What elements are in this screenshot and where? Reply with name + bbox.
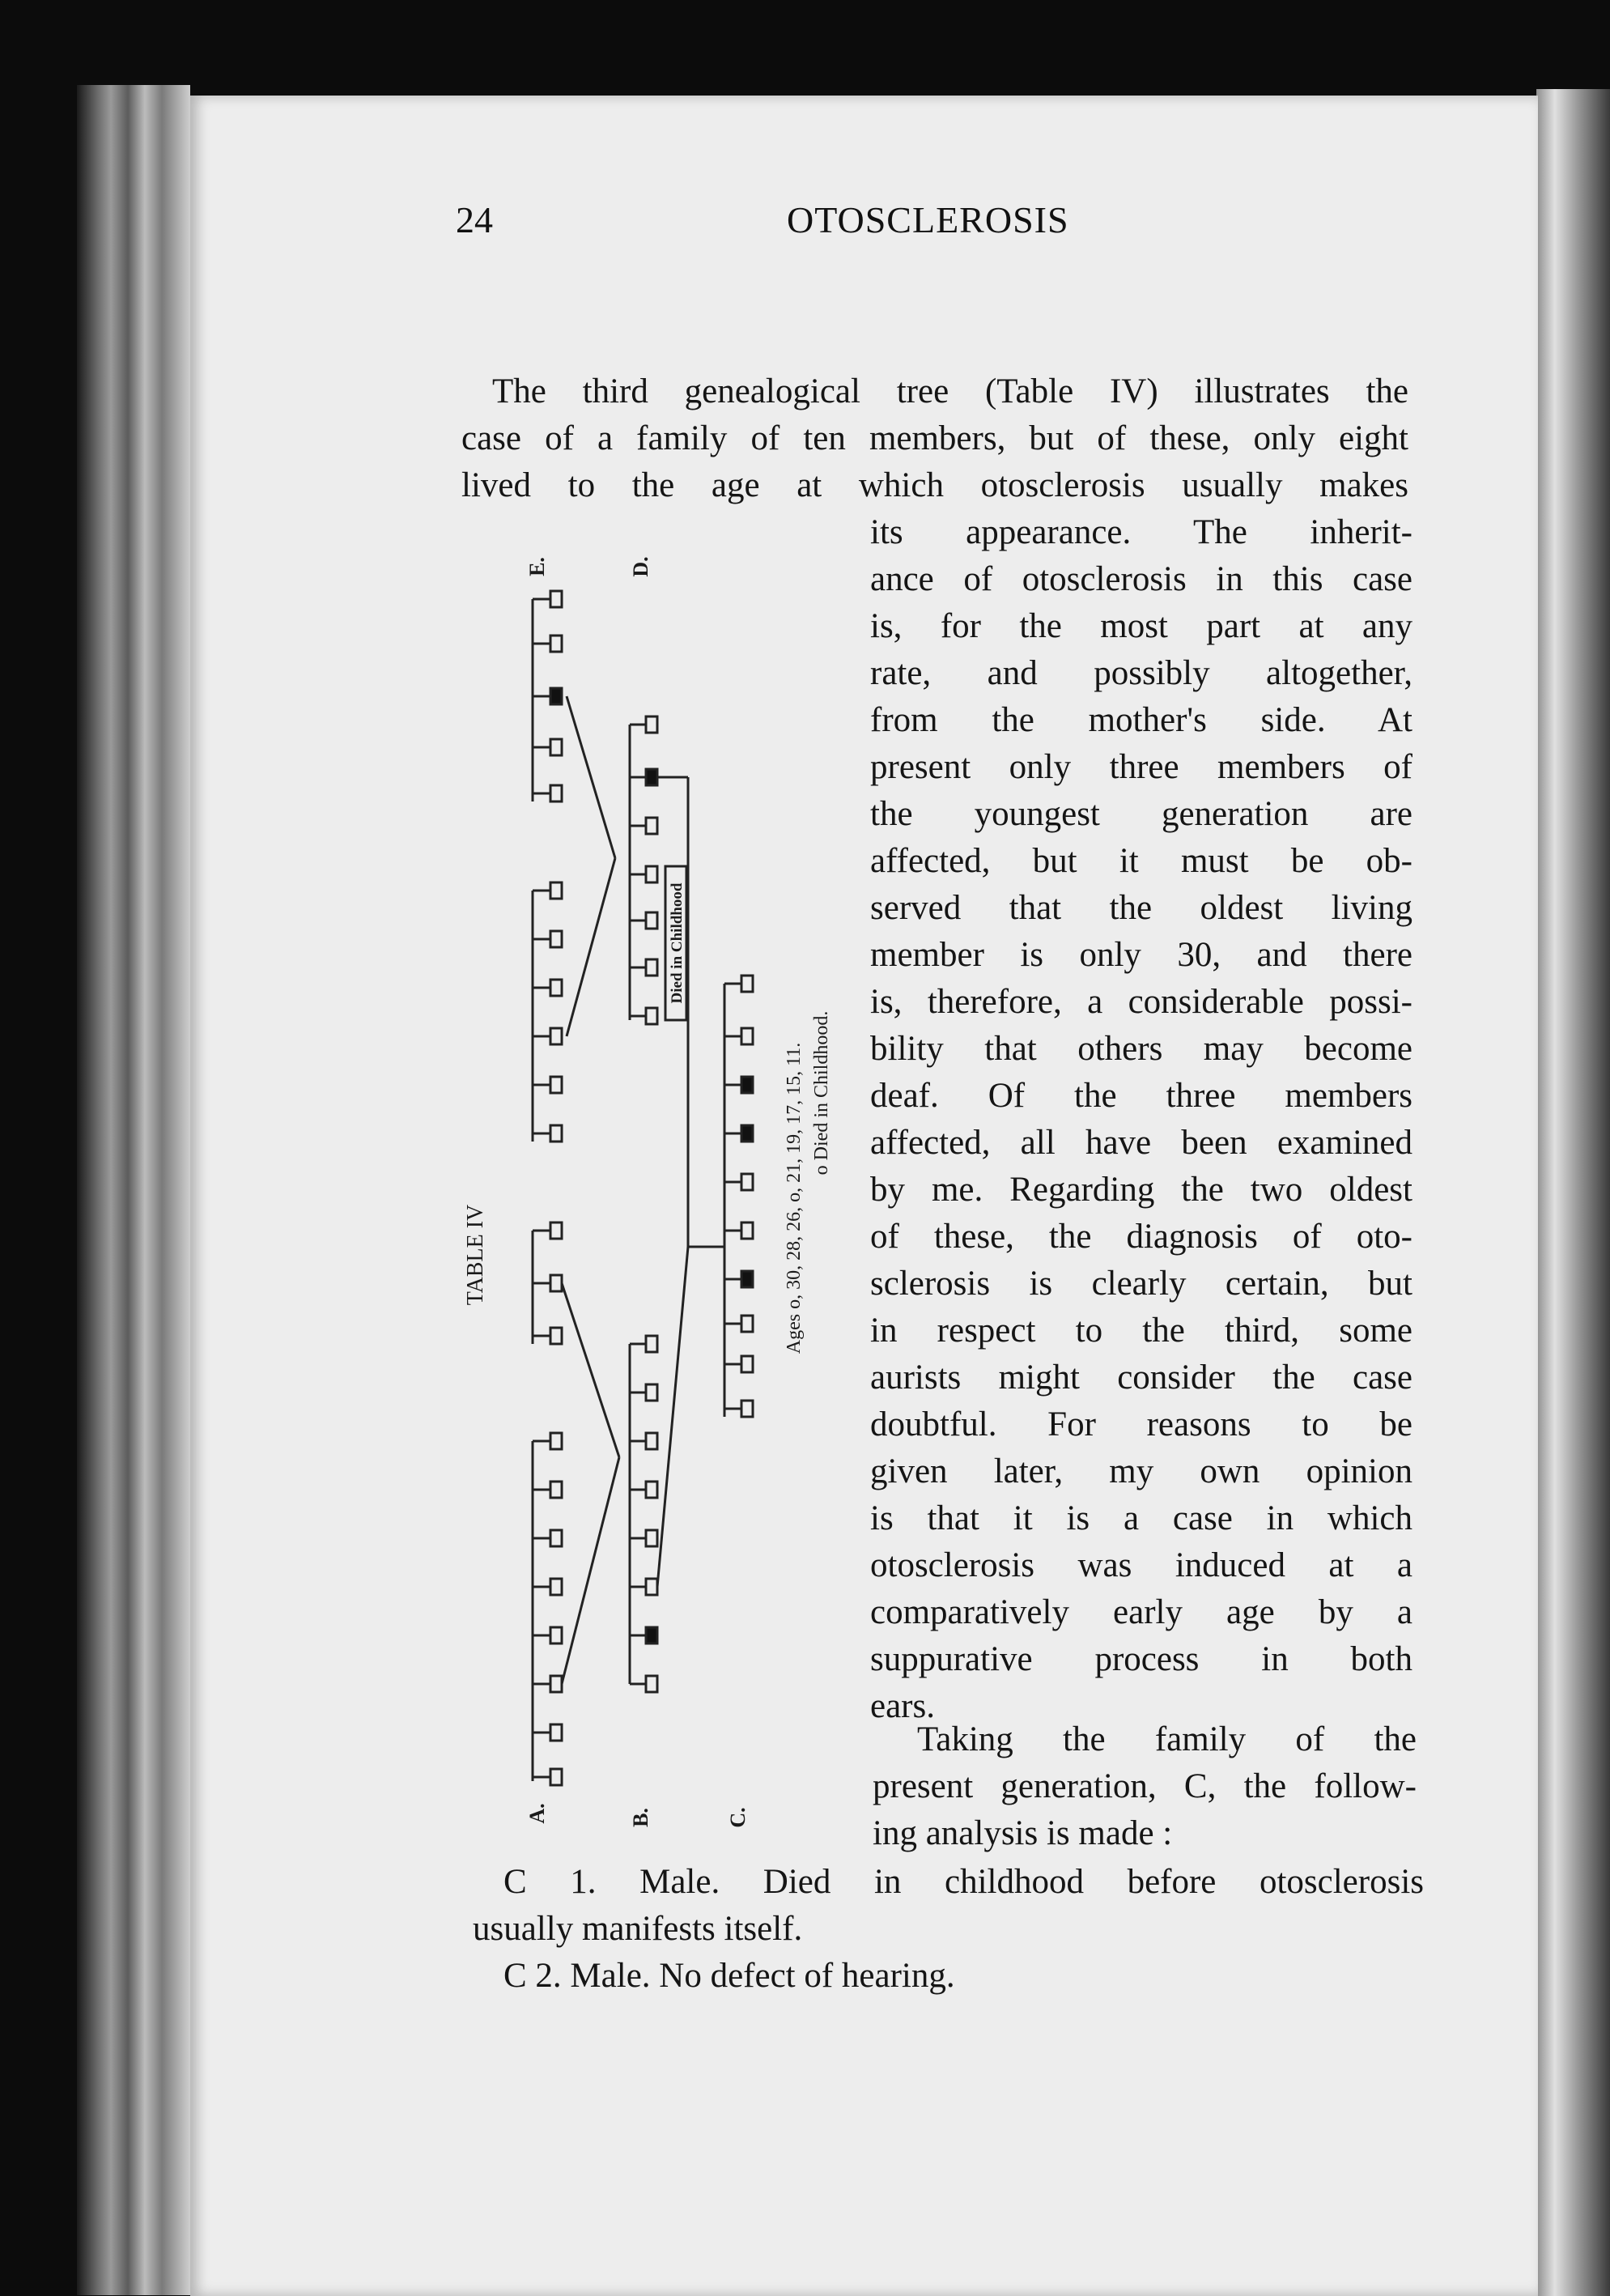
died-in-childhood-label: Died in Childhood [669,882,686,1004]
paragraph-analysis [473,1859,1424,2000]
text-line: its appearance. The inherit- [870,513,1412,551]
page-edge-right [1536,89,1610,2296]
text-line: is that it is a case in which [870,1499,1412,1537]
genealogy-diagram [453,518,874,1846]
text-line: suppurative process in both [870,1640,1412,1678]
text-line: present only three members of [870,748,1412,786]
paragraph-analysis-intro [873,1716,1417,1857]
text-line: rate, and possibly altogether, [870,654,1412,692]
text-line: doubtful. For reasons to be [870,1405,1412,1444]
text-line: case of a family of ten members, but of these, only eight [461,419,1408,457]
died-note: o Died in Childhood. [811,1010,832,1176]
text-line: is, for the most part at any [870,607,1412,645]
text-line: of these, the diagnosis of oto- [870,1218,1412,1256]
text-line: member is only 30, and there [870,936,1412,974]
text-line: The third genealogical tree (Table IV) illustrates the [492,372,1408,410]
text-line: present generation, C, the follow- [873,1767,1417,1805]
paragraph-intro [461,368,1408,509]
text-line: affected, all have been examined [870,1124,1412,1162]
text-line: ears. [870,1687,935,1725]
page-edge-left [77,85,190,2295]
text-line: from the mother's side. At [870,701,1412,739]
text-line: C 2. Male. No defect of hearing. [503,1957,955,1995]
text-line: in respect to the third, some [870,1312,1412,1350]
running-title: OTOSCLEROSIS [787,199,1069,240]
text-line: lived to the age at which otosclerosis usually makes [461,466,1408,504]
text-line: Taking the family of the [917,1720,1417,1758]
generation-label-d: D. [629,556,652,577]
text-line: the youngest generation are [870,795,1412,833]
generation-label-a: A. [525,1803,549,1824]
generation-label-b: B. [629,1808,652,1827]
text-line: by me. Regarding the two oldest [870,1171,1412,1209]
text-line: otosclerosis was induced at a [870,1546,1412,1584]
paragraph-side-column [870,509,1412,1730]
text-line: usually manifests itself. [473,1910,803,1948]
text-line: ing analysis is made : [873,1814,1173,1852]
text-line: affected, but it must be ob- [870,842,1412,880]
text-line: bility that others may become [870,1030,1412,1068]
page-number: 24 [456,199,493,240]
text-line: given later, my own opinion [870,1452,1412,1490]
generation-label-c: C. [726,1807,750,1828]
ages-line: Ages o, 30, 28, 26, o, 21, 19, 17, 15, 11. [784,1042,805,1354]
text-line: deaf. Of the three members [870,1077,1412,1115]
table-caption: TABLE IV [463,1204,488,1306]
text-line: comparatively early age by a [870,1593,1412,1631]
text-line: served that the oldest living [870,889,1412,927]
text-line: sclerosis is clearly certain, but [870,1265,1412,1303]
genealogy-table [453,518,874,1846]
text-line: is, therefore, a considerable possi- [870,983,1412,1021]
text-line: aurists might consider the case [870,1358,1412,1397]
generation-label-e: E. [525,557,549,576]
text-line: ance of otosclerosis in this case [870,560,1412,598]
text-line: C 1. Male. Died in childhood before otosclerosis [503,1863,1424,1901]
